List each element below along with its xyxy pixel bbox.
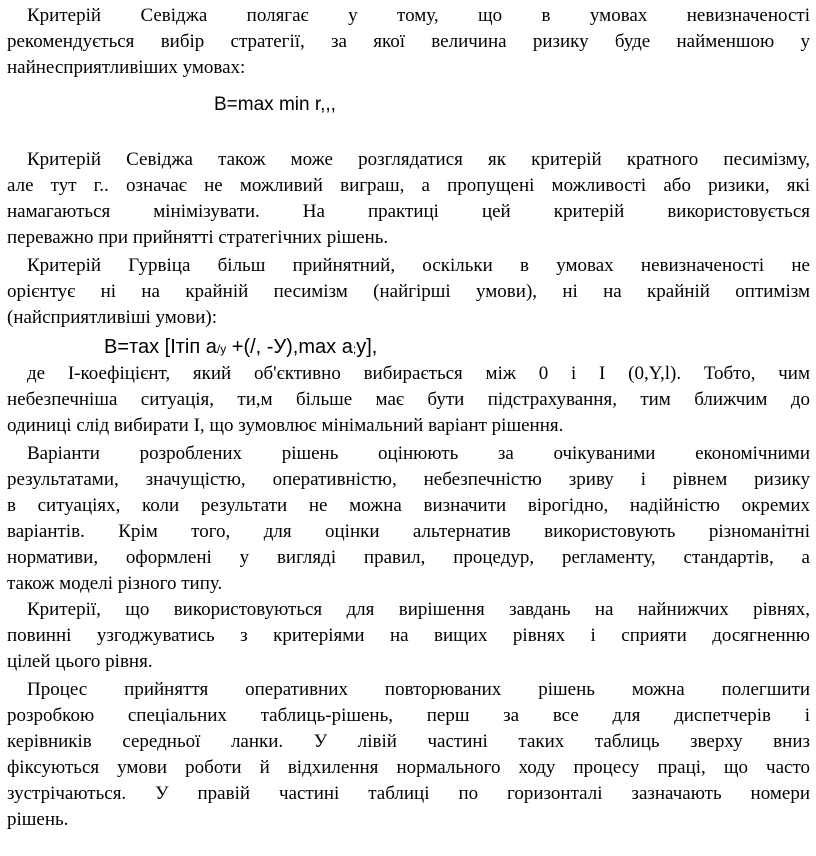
- text-line: керівників середньої ланки. У лівій частині таких таблиць зверху вниз: [7, 731, 810, 752]
- hurwicz-formula: [104, 335, 377, 361]
- text-line: рішень.: [7, 809, 69, 830]
- formula-part: у],: [356, 336, 378, 358]
- text-line: Критерії, що використовуються для вирішення завдань на найнижчих рівнях,: [27, 599, 810, 620]
- text-line: орієнтує ні на крайній песимізм (найгірші умови), ні на крайній оптимізм: [7, 281, 810, 302]
- text-line: також моделі різного типу.: [7, 573, 223, 594]
- text-line: зустрічаються. У правій частині таблиці по горизонталі зазначають номери: [7, 783, 810, 804]
- text-line: в ситуаціях, коли результати не можна визначити вірогідно, надійністю окремих: [7, 495, 810, 516]
- formula-part: +(/, -У),max а: [226, 336, 353, 358]
- text-line: розробкою спеціальних таблиць-рішень, перш за все для диспетчерів і: [7, 705, 810, 726]
- text-line: нормативи, оформлені у вигляді правил, процедур, регламенту, стандартів, а: [7, 547, 810, 568]
- text-line: Варіанти розроблених рішень оцінюють за очікуваними економічними: [27, 443, 810, 464]
- text-line: Критерій Севіджа також може розглядатися як критерій кратного песимізму,: [27, 149, 810, 170]
- text-line: одиниці слід вибирати І, що зумовлює мінімальний варіант рішення.: [7, 415, 564, 436]
- text-line: але тут г.. означає не можливий виграш, а пропущені можливості або ризики, які: [7, 175, 810, 196]
- text-line: небезпечніша ситуація, ти,м більше має бути підстрахування, тим ближчим до: [7, 389, 810, 410]
- savage-formula: B=max min r,,,: [214, 94, 336, 115]
- text-line: Критерій Гурвіца більш прийнятний, оскільки в умовах невизначеності не: [27, 255, 810, 276]
- formula-subscript: ;: [352, 342, 357, 356]
- text-line: варіантів. Крім того, для оцінки альтернатив використовують різноманітні: [7, 521, 810, 542]
- text-line: Критерій Севіджа полягає у тому, що в умовах невизначеності: [27, 5, 810, 26]
- text-line: фіксуються умови роботи й відхилення нормального ходу процесу праці, що часто: [7, 757, 810, 778]
- text-line: найнесприятливіших умовах:: [7, 57, 246, 78]
- text-line: намагаються мінімізувати. На практиці цей критерій використовується: [7, 201, 810, 222]
- text-line: переважно при прийнятті стратегічних рішень.: [7, 227, 389, 248]
- text-line: повинні узгоджуватись з критеріями на вищих рівнях і сприяти досягненню: [7, 625, 810, 646]
- text-line: цілей цього рівня.: [7, 651, 153, 672]
- text-line: Процес прийняття оперативних повторюваних рішень можна полегшити: [27, 679, 810, 700]
- formula-subscript: /у: [216, 342, 227, 356]
- text-line: де І-коефіцієнт, який об'єктивно вибирається між 0 і І (0,Y,l). Тобто, чим: [27, 363, 810, 384]
- text-line: рекомендується вибір стратегії, за якої величина ризику буде найменшою у: [7, 31, 810, 52]
- text-line: результатами, значущістю, оперативністю, небезпечністю зриву і рівнем ризику: [7, 469, 810, 490]
- formula-part: B=тах [Ітіп а: [104, 336, 217, 358]
- text-line: (найсприятливіші умови):: [7, 307, 218, 328]
